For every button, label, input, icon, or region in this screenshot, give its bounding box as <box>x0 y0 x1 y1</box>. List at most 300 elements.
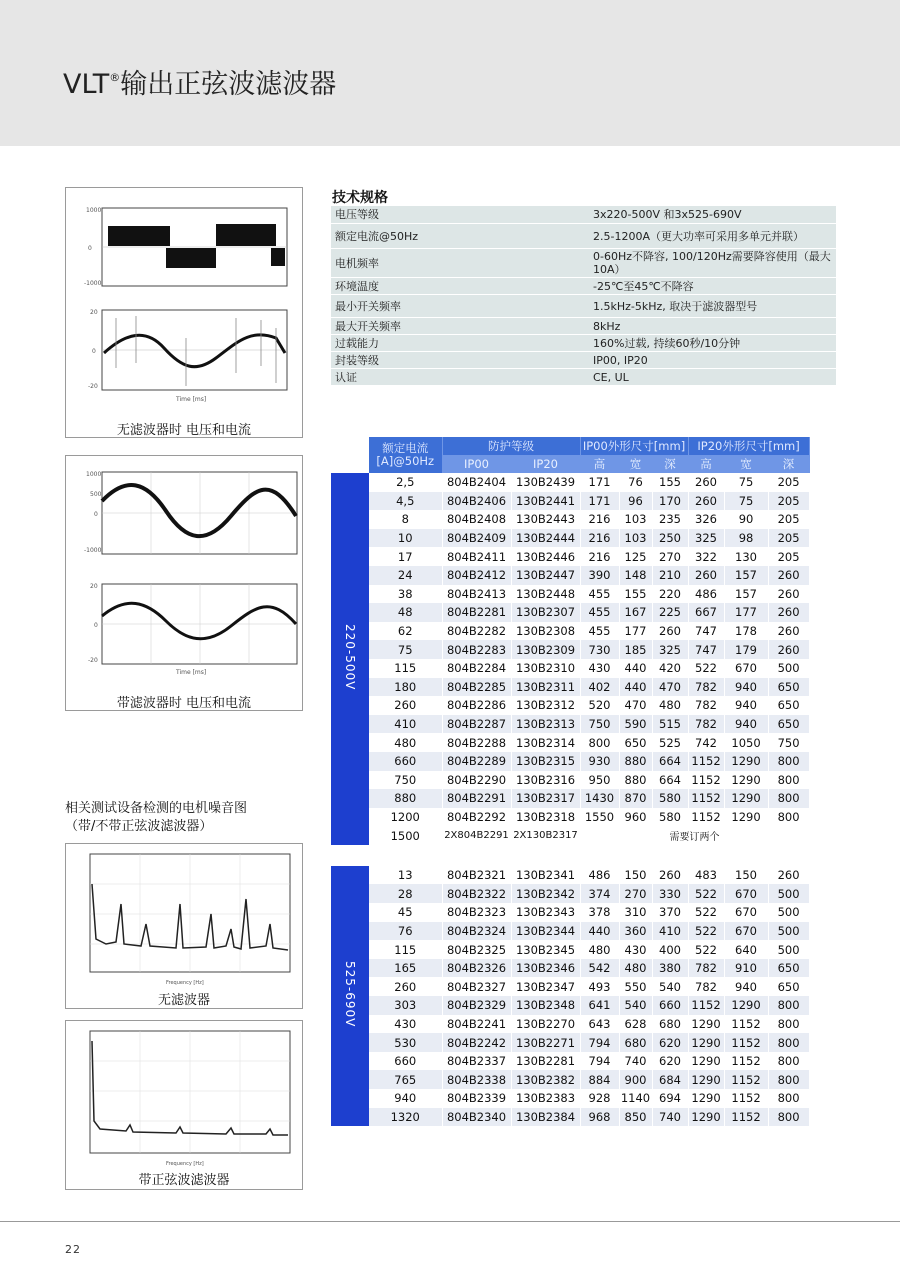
cell-ip20-code: 130B2270 <box>511 1015 580 1034</box>
cell-current: 10 <box>369 529 442 548</box>
cell-ip20-code: 130B2343 <box>511 903 580 922</box>
trail-blank <box>809 1108 839 1127</box>
cell-ip20-high: 1290 <box>688 1070 724 1089</box>
cell-ip20-wide: 90 <box>724 510 768 529</box>
cell-ip20-deep: 650 <box>768 977 809 996</box>
product-table <box>331 437 840 1126</box>
svg-text:Frequency [Hz]: Frequency [Hz] <box>166 980 204 986</box>
cell-ip20-deep: 500 <box>768 940 809 959</box>
table-row <box>331 1070 839 1089</box>
noise-heading-line1: 相关测试设备检测的电机噪音图 <box>65 801 248 816</box>
spec-value: 2.5-1200A（更大功率可采用多单元并联） <box>589 224 836 249</box>
cell-ip20-deep: 205 <box>768 473 809 492</box>
cell-ip00-code: 804B2408 <box>442 510 511 529</box>
cell-ip20-high: 1290 <box>688 1015 724 1034</box>
spec-key: 额定电流@50Hz <box>331 224 589 249</box>
cell-ip20-code: 130B2342 <box>511 884 580 903</box>
spec-row <box>331 249 836 278</box>
trail-blank <box>809 659 839 678</box>
cell-ip20-wide: 940 <box>724 678 768 697</box>
cell-current: 660 <box>369 752 442 771</box>
cell-ip00-high: 402 <box>580 678 619 697</box>
cell-ip20-deep: 260 <box>768 585 809 604</box>
trail-blank <box>809 826 839 845</box>
cell-ip00-deep: 684 <box>652 1070 688 1089</box>
cell-ip20-deep: 800 <box>768 808 809 827</box>
cell-ip20-deep: 800 <box>768 789 809 808</box>
figure-caption: 无滤波器时 电压和电流 <box>116 423 252 438</box>
cell-ip20-wide: 1290 <box>724 789 768 808</box>
table-row <box>331 771 839 790</box>
cell-ip20-code: 130B2308 <box>511 622 580 641</box>
trail-blank <box>809 566 839 585</box>
cell-ip00-wide: 177 <box>619 622 652 641</box>
page-header-band <box>0 0 900 146</box>
cell-ip00-high: 171 <box>580 492 619 511</box>
spec-value: 3x220-500V 和3x525-690V <box>589 206 836 224</box>
cell-ip00-deep: 664 <box>652 771 688 790</box>
cell-ip20-wide: 1290 <box>724 996 768 1015</box>
cell-ip00-deep: 580 <box>652 808 688 827</box>
table-row <box>331 566 839 585</box>
cell-ip20-deep: 800 <box>768 1089 809 1108</box>
cell-ip00-deep: 380 <box>652 959 688 978</box>
cell-ip00-wide: 870 <box>619 789 652 808</box>
cell-ip00-deep: 620 <box>652 1033 688 1052</box>
cell-ip20-high: 522 <box>688 903 724 922</box>
cell-current: 765 <box>369 1070 442 1089</box>
cell-ip20-deep: 800 <box>768 752 809 771</box>
cell-ip00-wide: 880 <box>619 752 652 771</box>
cell-ip20-code: 130B2344 <box>511 922 580 941</box>
trail-blank <box>809 977 839 996</box>
trail-blank <box>809 922 839 941</box>
table-row <box>331 1033 839 1052</box>
corner-blank <box>331 437 369 455</box>
cell-ip00-high: 884 <box>580 1070 619 1089</box>
cell-ip00-deep: 250 <box>652 529 688 548</box>
cell-ip00-deep: 325 <box>652 640 688 659</box>
cell-ip20-high: 1290 <box>688 1108 724 1127</box>
cell-ip00-code: 804B2281 <box>442 603 511 622</box>
voltage-band-label <box>331 473 369 845</box>
cell-ip00-high: 455 <box>580 603 619 622</box>
cell-ip20-wide: 670 <box>724 659 768 678</box>
spec-key: 电压等级 <box>331 206 589 224</box>
cell-ip20-high: 1152 <box>688 808 724 827</box>
cell-ip20-code: 130B2347 <box>511 977 580 996</box>
spec-value: -25℃至45℃不降容 <box>589 278 836 295</box>
cell-ip20-code: 130B2318 <box>511 808 580 827</box>
spec-table <box>331 206 836 386</box>
cell-ip00-code: 804B2282 <box>442 622 511 641</box>
table-row <box>331 789 839 808</box>
cell-ip20-wide: 640 <box>724 940 768 959</box>
cell-ip00-deep: 260 <box>652 622 688 641</box>
group-gap <box>331 845 839 866</box>
cell-ip00-code: 804B2324 <box>442 922 511 941</box>
cell-ip20-code: 130B2444 <box>511 529 580 548</box>
cell-ip00-high: 455 <box>580 585 619 604</box>
cell-current: 48 <box>369 603 442 622</box>
spec-value: 1.5kHz-5kHz, 取决于滤波器型号 <box>589 295 836 318</box>
cell-current: 1500 <box>369 826 442 845</box>
cell-ip00-code: 804B2409 <box>442 529 511 548</box>
cell-ip00-high: 216 <box>580 547 619 566</box>
cell-ip20-wide: 157 <box>724 585 768 604</box>
cell-ip20-wide: 130 <box>724 547 768 566</box>
noise-heading-line2: （带/不带正弦波滤波器） <box>65 819 213 834</box>
cell-current: 17 <box>369 547 442 566</box>
cell-ip20-deep: 260 <box>768 603 809 622</box>
cell-ip20-deep: 205 <box>768 529 809 548</box>
spec-key: 认证 <box>331 369 589 386</box>
header-ip20-high: 高 <box>688 455 724 473</box>
cell-ip20-deep: 500 <box>768 659 809 678</box>
trail-blank <box>809 808 839 827</box>
cell-ip20-code: 130B2439 <box>511 473 580 492</box>
noise-spectrum-with-filter <box>66 1021 302 1169</box>
cell-ip20-deep: 260 <box>768 866 809 885</box>
cell-ip20-wide: 157 <box>724 566 768 585</box>
cell-ip20-wide: 75 <box>724 473 768 492</box>
cell-ip00-deep: 210 <box>652 566 688 585</box>
spec-key: 最小开关频率 <box>331 295 589 318</box>
cell-current: 530 <box>369 1033 442 1052</box>
cell-current: 1200 <box>369 808 442 827</box>
waveform-plot-no-filter <box>66 188 302 414</box>
cell-ip20-code: 130B2309 <box>511 640 580 659</box>
cell-ip00-high: 643 <box>580 1015 619 1034</box>
cell-ip00-high: 794 <box>580 1052 619 1071</box>
cell-current: 28 <box>369 884 442 903</box>
cell-ip20-code: 130B2314 <box>511 733 580 752</box>
figure-caption: 带滤波器时 电压和电流 <box>116 696 252 711</box>
cell-ip20-code: 130B2341 <box>511 866 580 885</box>
cell-ip20-wide: 1152 <box>724 1033 768 1052</box>
cell-ip00-code: 804B2337 <box>442 1052 511 1071</box>
cell-ip20-wide: 1152 <box>724 1070 768 1089</box>
cell-ip20-deep: 650 <box>768 959 809 978</box>
table-row <box>331 996 839 1015</box>
trail-blank <box>809 622 839 641</box>
table-row <box>331 903 839 922</box>
cell-ip00-deep: 660 <box>652 996 688 1015</box>
cell-ip20-wide: 940 <box>724 977 768 996</box>
table-row <box>331 510 839 529</box>
header-ip00-wide: 宽 <box>619 455 652 473</box>
cell-ip20-wide: 98 <box>724 529 768 548</box>
cell-ip20-wide: 178 <box>724 622 768 641</box>
cell-ip20-code: 130B2446 <box>511 547 580 566</box>
cell-ip20-code: 130B2345 <box>511 940 580 959</box>
noise-figures-heading <box>65 800 247 836</box>
footer-rule <box>0 1221 900 1222</box>
cell-current: 76 <box>369 922 442 941</box>
table-row <box>331 866 839 885</box>
cell-ip00-code: 804B2325 <box>442 940 511 959</box>
table-row <box>331 922 839 941</box>
cell-ip00-code: 804B2406 <box>442 492 511 511</box>
cell-ip20-wide: 670 <box>724 884 768 903</box>
cell-ip00-deep: 170 <box>652 492 688 511</box>
figure-caption: 无滤波器 <box>157 993 210 1008</box>
cell-ip20-high: 486 <box>688 585 724 604</box>
spec-row <box>331 369 836 386</box>
spec-row <box>331 278 836 295</box>
cell-ip00-high: 440 <box>580 922 619 941</box>
trail-blank <box>809 547 839 566</box>
spec-key: 封装等级 <box>331 352 589 369</box>
spec-row <box>331 335 836 352</box>
trail-blank <box>809 1052 839 1071</box>
cell-current: 1320 <box>369 1108 442 1127</box>
svg-text:20: 20 <box>90 583 98 590</box>
trail-blank <box>809 733 839 752</box>
cell-ip20-deep: 750 <box>768 733 809 752</box>
table-row <box>331 1108 839 1127</box>
trail-blank <box>809 437 839 455</box>
cell-ip20-code: 130B2383 <box>511 1089 580 1108</box>
header-ip00-high: 高 <box>580 455 619 473</box>
trail-blank <box>809 1089 839 1108</box>
cell-current: 660 <box>369 1052 442 1071</box>
cell-ip00-wide: 1140 <box>619 1089 652 1108</box>
cell-ip20-deep: 260 <box>768 640 809 659</box>
table-row <box>331 1015 839 1034</box>
svg-text:-20: -20 <box>88 383 98 390</box>
cell-ip00-code: 804B2340 <box>442 1108 511 1127</box>
cell-ip00-code: 804B2412 <box>442 566 511 585</box>
cell-ip00-high: 216 <box>580 510 619 529</box>
cell-ip00-wide: 480 <box>619 959 652 978</box>
cell-ip00-code: 804B2329 <box>442 996 511 1015</box>
cell-ip00-code: 804B2289 <box>442 752 511 771</box>
cell-ip20-deep: 500 <box>768 884 809 903</box>
cell-ip00-wide: 150 <box>619 866 652 885</box>
spec-row <box>331 352 836 369</box>
svg-text:0: 0 <box>94 511 98 518</box>
spec-value: 8kHz <box>589 318 836 335</box>
table-row <box>331 715 839 734</box>
cell-ip00-wide: 850 <box>619 1108 652 1127</box>
cell-ip00-code: 804B2284 <box>442 659 511 678</box>
trail-blank <box>809 866 839 885</box>
cell-ip00-high: 390 <box>580 566 619 585</box>
cell-ip20-wide: 1290 <box>724 752 768 771</box>
trail-blank <box>809 884 839 903</box>
cell-ip20-deep: 800 <box>768 1033 809 1052</box>
table-row <box>331 473 839 492</box>
cell-ip20-deep: 650 <box>768 715 809 734</box>
cell-ip00-code: 2X804B2291 <box>442 826 511 845</box>
cell-ip00-wide: 125 <box>619 547 652 566</box>
spec-key: 环境温度 <box>331 278 589 295</box>
trail-blank <box>809 696 839 715</box>
cell-ip00-high: 1430 <box>580 789 619 808</box>
trail-blank <box>809 640 839 659</box>
cell-ip20-high: 1290 <box>688 1052 724 1071</box>
cell-ip00-wide: 155 <box>619 585 652 604</box>
table-row <box>331 678 839 697</box>
table-row <box>331 696 839 715</box>
cell-ip20-deep: 800 <box>768 1015 809 1034</box>
cell-ip00-deep: 410 <box>652 922 688 941</box>
cell-ip00-high: 1550 <box>580 808 619 827</box>
cell-ip00-deep: 260 <box>652 866 688 885</box>
figure-noise-no-filter <box>65 843 303 1009</box>
cell-current: 115 <box>369 659 442 678</box>
cell-current: 115 <box>369 940 442 959</box>
cell-ip00-code: 804B2286 <box>442 696 511 715</box>
cell-ip20-high: 522 <box>688 940 724 959</box>
cell-ip00-high: 950 <box>580 771 619 790</box>
cell-ip20-high: 483 <box>688 866 724 885</box>
spec-row <box>331 318 836 335</box>
trail-blank <box>809 678 839 697</box>
cell-ip00-wide: 360 <box>619 922 652 941</box>
cell-ip00-deep: 370 <box>652 903 688 922</box>
cell-ip00-wide: 270 <box>619 884 652 903</box>
cell-ip00-code: 804B2241 <box>442 1015 511 1034</box>
cell-ip00-wide: 148 <box>619 566 652 585</box>
cell-ip20-high: 260 <box>688 566 724 585</box>
cell-ip20-wide: 179 <box>724 640 768 659</box>
cell-ip00-high: 480 <box>580 940 619 959</box>
svg-text:Time [ms]: Time [ms] <box>176 669 207 676</box>
cell-ip00-code: 804B2288 <box>442 733 511 752</box>
table-row <box>331 752 839 771</box>
cell-current: 303 <box>369 996 442 1015</box>
figure-voltage-current-no-filter <box>65 187 303 438</box>
cell-ip00-deep: 470 <box>652 678 688 697</box>
cell-ip00-wide: 550 <box>619 977 652 996</box>
cell-ip20-deep: 260 <box>768 566 809 585</box>
cell-ip20-deep: 500 <box>768 922 809 941</box>
cell-current: 38 <box>369 585 442 604</box>
cell-ip00-wide: 900 <box>619 1070 652 1089</box>
cell-ip00-deep: 580 <box>652 789 688 808</box>
cell-ip20-deep: 800 <box>768 1052 809 1071</box>
cell-ip20-code: 2X130B2317 <box>511 826 580 845</box>
svg-text:500: 500 <box>90 491 102 498</box>
trail-blank <box>809 455 839 473</box>
cell-current: 750 <box>369 771 442 790</box>
cell-current: 4,5 <box>369 492 442 511</box>
cell-ip20-high: 747 <box>688 640 724 659</box>
cell-ip00-high: 171 <box>580 473 619 492</box>
cell-ip00-high: 493 <box>580 977 619 996</box>
cell-ip00-wide: 76 <box>619 473 652 492</box>
cell-ip20-wide: 670 <box>724 922 768 941</box>
cell-ip00-deep: 664 <box>652 752 688 771</box>
cell-ip20-code: 130B2441 <box>511 492 580 511</box>
cell-ip00-code: 804B2283 <box>442 640 511 659</box>
cell-ip00-deep: 680 <box>652 1015 688 1034</box>
cell-ip20-code: 130B2311 <box>511 678 580 697</box>
header-current: 额定电流 [A]@50Hz <box>369 437 442 473</box>
cell-ip20-high: 522 <box>688 884 724 903</box>
cell-ip00-code: 804B2290 <box>442 771 511 790</box>
cell-ip00-deep: 270 <box>652 547 688 566</box>
cell-ip20-high: 326 <box>688 510 724 529</box>
svg-text:-1000: -1000 <box>84 280 102 287</box>
cell-ip20-high: 1152 <box>688 752 724 771</box>
trail-blank <box>809 473 839 492</box>
cell-ip20-deep: 800 <box>768 1070 809 1089</box>
spec-row <box>331 295 836 318</box>
cell-ip00-wide: 440 <box>619 659 652 678</box>
figure-noise-with-filter <box>65 1020 303 1190</box>
cell-ip20-code: 130B2382 <box>511 1070 580 1089</box>
trail-blank <box>809 940 839 959</box>
cell-ip00-wide: 103 <box>619 529 652 548</box>
product-table-wrapper <box>331 437 839 1126</box>
cell-ip00-high: 378 <box>580 903 619 922</box>
cell-ip20-wide: 1152 <box>724 1089 768 1108</box>
spec-title: 技术规格 <box>332 190 388 206</box>
svg-text:0: 0 <box>92 348 96 355</box>
spec-value: IP00, IP20 <box>589 352 836 369</box>
svg-text:0: 0 <box>94 622 98 629</box>
cell-ip00-code: 804B2326 <box>442 959 511 978</box>
cell-ip20-wide: 1152 <box>724 1108 768 1127</box>
cell-current: 2,5 <box>369 473 442 492</box>
cell-ip00-wide: 103 <box>619 510 652 529</box>
cell-ip20-high: 1290 <box>688 1033 724 1052</box>
trail-blank <box>809 510 839 529</box>
cell-current: 480 <box>369 733 442 752</box>
cell-ip20-high: 782 <box>688 959 724 978</box>
cell-ip00-high: 641 <box>580 996 619 1015</box>
cell-ip20-code: 130B2443 <box>511 510 580 529</box>
cell-ip00-deep: 400 <box>652 940 688 959</box>
svg-text:-20: -20 <box>88 657 98 664</box>
cell-current: 430 <box>369 1015 442 1034</box>
cell-ip00-wide: 185 <box>619 640 652 659</box>
cell-ip00-wide: 540 <box>619 996 652 1015</box>
cell-ip00-deep: 480 <box>652 696 688 715</box>
corner-blank <box>331 455 369 473</box>
page-number: 22 <box>65 1243 81 1256</box>
cell-ip20-code: 130B2316 <box>511 771 580 790</box>
trail-blank <box>809 603 839 622</box>
cell-ip20-high: 260 <box>688 473 724 492</box>
cell-ip20-deep: 205 <box>768 510 809 529</box>
cell-ip20-wide: 940 <box>724 696 768 715</box>
spec-row <box>331 224 836 249</box>
cell-ip20-high: 522 <box>688 659 724 678</box>
header-ip20-deep: 深 <box>768 455 809 473</box>
cell-ip20-wide: 1290 <box>724 771 768 790</box>
cell-ip00-high: 216 <box>580 529 619 548</box>
header-protection: 防护等级 <box>442 437 580 455</box>
cell-ip20-high: 522 <box>688 922 724 941</box>
cell-ip00-deep: 235 <box>652 510 688 529</box>
table-row <box>331 977 839 996</box>
svg-text:1000: 1000 <box>86 207 102 214</box>
cell-ip20-high: 1152 <box>688 789 724 808</box>
cell-ip20-deep: 800 <box>768 996 809 1015</box>
header-ip20-wide: 宽 <box>724 455 768 473</box>
cell-current: 940 <box>369 1089 442 1108</box>
cell-ip20-code: 130B2346 <box>511 959 580 978</box>
svg-text:20: 20 <box>90 309 98 316</box>
svg-text:1000: 1000 <box>86 471 102 478</box>
cell-ip20-high: 747 <box>688 622 724 641</box>
cell-ip20-high: 1152 <box>688 771 724 790</box>
cell-ip00-high: 430 <box>580 659 619 678</box>
